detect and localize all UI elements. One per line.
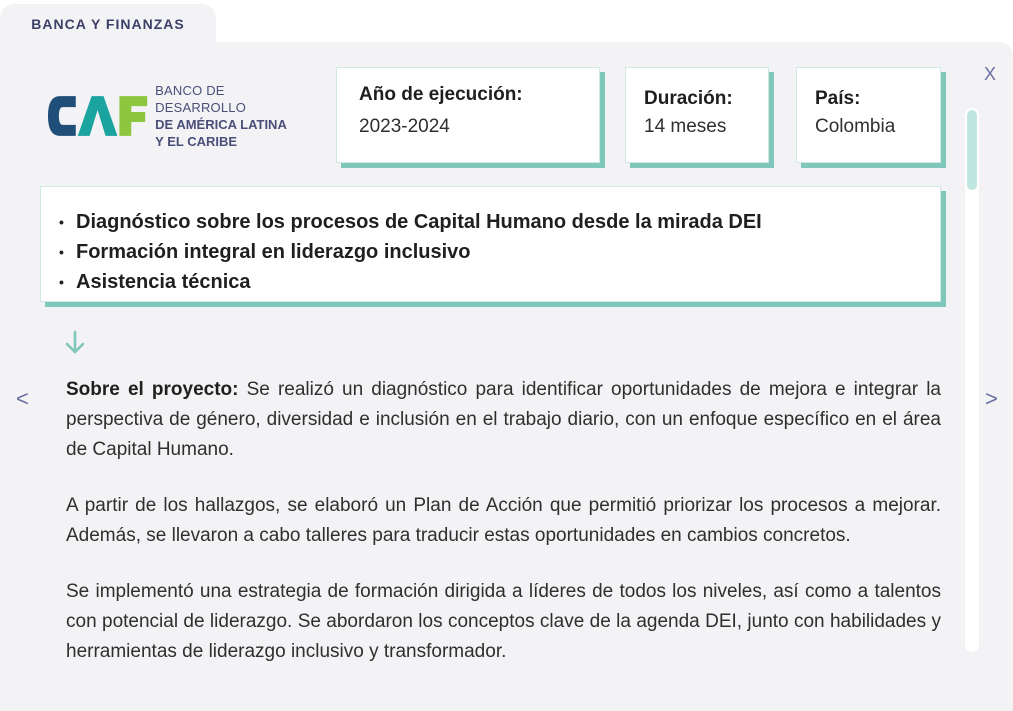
- service-label: Diagnóstico sobre los procesos de Capital Humano desde la mirada DEI: [76, 210, 762, 233]
- duration-label: Duración:: [644, 88, 733, 109]
- description-paragraph: Se implementó una estrategia de formación dirigida a líderes de todos los niveles, así como a talentos con potencial de liderazgo. Se abordaron los conceptos clave de la agenda DEI, junto con habilidades y herramientas de liderazgo inclusivo y transformador.: [66, 581, 941, 662]
- close-button[interactable]: X: [984, 64, 997, 84]
- project-description: [66, 375, 941, 693]
- description-paragraph: [66, 375, 941, 465]
- execution-year-label: Año de ejecución:: [359, 84, 523, 105]
- list-item: [59, 237, 940, 267]
- arrow-down-icon: [64, 330, 86, 356]
- description-paragraph: A partir de los hallazgos, se elaboró un Plan de Acción que permitió priorizar los procesos a mejorar. Además, se llevaron a cabo talleres para traducir estas oportunidades en cambios concretos.: [66, 495, 941, 546]
- scrollbar[interactable]: [965, 108, 979, 652]
- tab-banca-y-finanzas[interactable]: [0, 4, 216, 44]
- execution-year-value: 2023-2024: [359, 116, 450, 137]
- execution-year-card: [336, 67, 600, 163]
- logo-line-1: BANCO DE DESARROLLO: [155, 83, 247, 115]
- country-card: [796, 67, 941, 163]
- bullet-icon: •: [59, 274, 64, 290]
- bullet-icon: •: [59, 244, 64, 260]
- next-arrow-button[interactable]: >: [985, 386, 998, 411]
- country-label: País:: [815, 88, 861, 109]
- prev-arrow-button[interactable]: <: [16, 386, 29, 411]
- list-item: [59, 207, 940, 237]
- logo-line-3: Y EL CARIBE: [155, 134, 238, 149]
- caf-logo-text: [155, 82, 318, 150]
- logo-line-2: DE AMÉRICA LATINA: [155, 117, 287, 132]
- service-label: Asistencia técnica: [76, 270, 251, 293]
- list-item: [59, 267, 940, 297]
- country-value: Colombia: [815, 116, 896, 137]
- caf-logo: [46, 83, 318, 149]
- caf-logo-mark: [46, 92, 149, 140]
- duration-value: 14 meses: [644, 116, 727, 137]
- scrollbar-thumb[interactable]: [967, 110, 977, 190]
- tab-label: BANCA Y FINANZAS: [31, 16, 185, 32]
- services-list: [40, 186, 941, 302]
- service-label: Formación integral en liderazgo inclusivo: [76, 240, 471, 263]
- bullet-icon: •: [59, 214, 64, 230]
- description-text: Se realizó un diagnóstico para identificar oportunidades de mejora e integrar la perspectiva de género, diversidad e inclusión en el trabajo diario, con un enfoque específico en el área de Capital Humano.: [66, 379, 941, 460]
- duration-card: [625, 67, 769, 163]
- description-heading: Sobre el proyecto:: [66, 379, 239, 400]
